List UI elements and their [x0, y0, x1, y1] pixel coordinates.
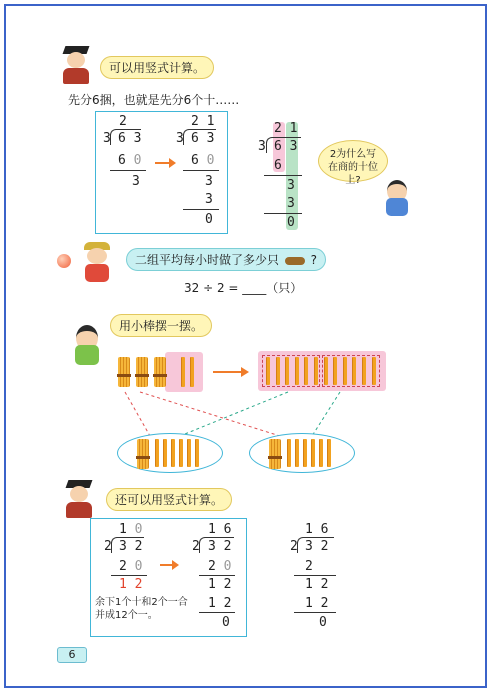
v3-remainder2: 0: [287, 215, 295, 230]
w3-divisor: 2: [290, 539, 298, 554]
v3-product2: 3: [287, 196, 295, 211]
w1-quotient: 1 0: [119, 522, 143, 537]
w2-product1: 2 0: [208, 559, 232, 574]
regroup-note: 余下1个十和2个一合并成12个一。: [95, 597, 188, 621]
w1-remainder: 1 2: [119, 577, 143, 592]
w2-quotient: 1 6: [208, 522, 232, 537]
bubble-group-two-qmark: ?: [310, 253, 318, 267]
w3-line2: [294, 612, 336, 613]
w2-dividend: 3 2: [208, 539, 232, 554]
intro-text: 先分6捆，也就是先分6个十……: [68, 93, 240, 107]
share-stick: [311, 439, 315, 467]
w1-dividend: 3 2: [119, 539, 143, 554]
bubble-vertical-method: 可以用竖式计算。: [100, 56, 214, 79]
w3-line1: [294, 575, 336, 576]
teacher-figure-2: [63, 480, 95, 518]
v1-dividend: 6 3: [118, 131, 142, 146]
share-stick: [171, 439, 175, 467]
share-ellipse-1: [117, 433, 223, 473]
w1-product: 2 0: [119, 559, 143, 574]
v3-remainder1: 3: [287, 178, 295, 193]
share2-bundle: [269, 439, 281, 469]
v1-product: 6 0: [118, 153, 142, 168]
bubble-group-two-text: 二组平均每小时做了多少只: [135, 253, 280, 267]
share-stick: [303, 439, 307, 467]
bubble-why-tens: 2为什么写在商的十位上?: [318, 140, 388, 182]
w3-quotient: 1 6: [305, 522, 329, 537]
w3-remainder1: 1 2: [305, 577, 329, 592]
v1-remainder: 3: [132, 174, 140, 189]
v2-divisor: 3: [176, 131, 184, 146]
v3-product1: 6: [274, 158, 282, 173]
w2-divisor: 2: [192, 539, 200, 554]
w1-divisor: 2: [104, 539, 112, 554]
w3-product1: 2: [305, 559, 313, 574]
page-number: 6: [57, 647, 87, 663]
share-stick: [319, 439, 323, 467]
w2-product2: 1 2: [208, 596, 232, 611]
w2-remainder1: 1 2: [208, 577, 232, 592]
share-stick: [287, 439, 291, 467]
v3-quotient: 2 1: [274, 121, 298, 136]
share-stick: [155, 439, 159, 467]
share-stick: [187, 439, 191, 467]
v1-divisor: 3: [103, 131, 111, 146]
share1-bundle: [137, 439, 149, 469]
v2-product2: 3: [205, 192, 213, 207]
v2-remainder1: 3: [205, 174, 213, 189]
w3-remainder2: 0: [319, 615, 327, 630]
v2-quotient: 2 1: [191, 114, 215, 129]
v2-dividend: 6 3: [191, 131, 215, 146]
share-stick: [295, 439, 299, 467]
share-stick: [163, 439, 167, 467]
v2-product1: 6 0: [191, 153, 215, 168]
arrow-3-head: [172, 560, 179, 570]
share-stick: [179, 439, 183, 467]
bubble-sticks: 用小棒摆一摆。: [110, 314, 212, 337]
division-equation: 32 ÷ 2 = ____（只）: [184, 281, 303, 295]
share-stick: [195, 439, 199, 467]
w2-line2: [199, 612, 235, 613]
v1-quotient: 2: [119, 114, 127, 129]
w1-line: [111, 575, 147, 576]
bubble-vertical-again: 还可以用竖式计算。: [106, 488, 232, 511]
w3-product2: 1 2: [305, 596, 329, 611]
v3-dividend: 6 3: [274, 139, 298, 154]
share-stick: [327, 439, 331, 467]
v3-divisor: 3: [258, 139, 266, 154]
v2-remainder2: 0: [205, 212, 213, 227]
share-ellipse-2: [249, 433, 355, 473]
w3-dividend: 3 2: [305, 539, 329, 554]
w2-remainder2: 0: [222, 615, 230, 630]
w2-line1: [199, 575, 235, 576]
